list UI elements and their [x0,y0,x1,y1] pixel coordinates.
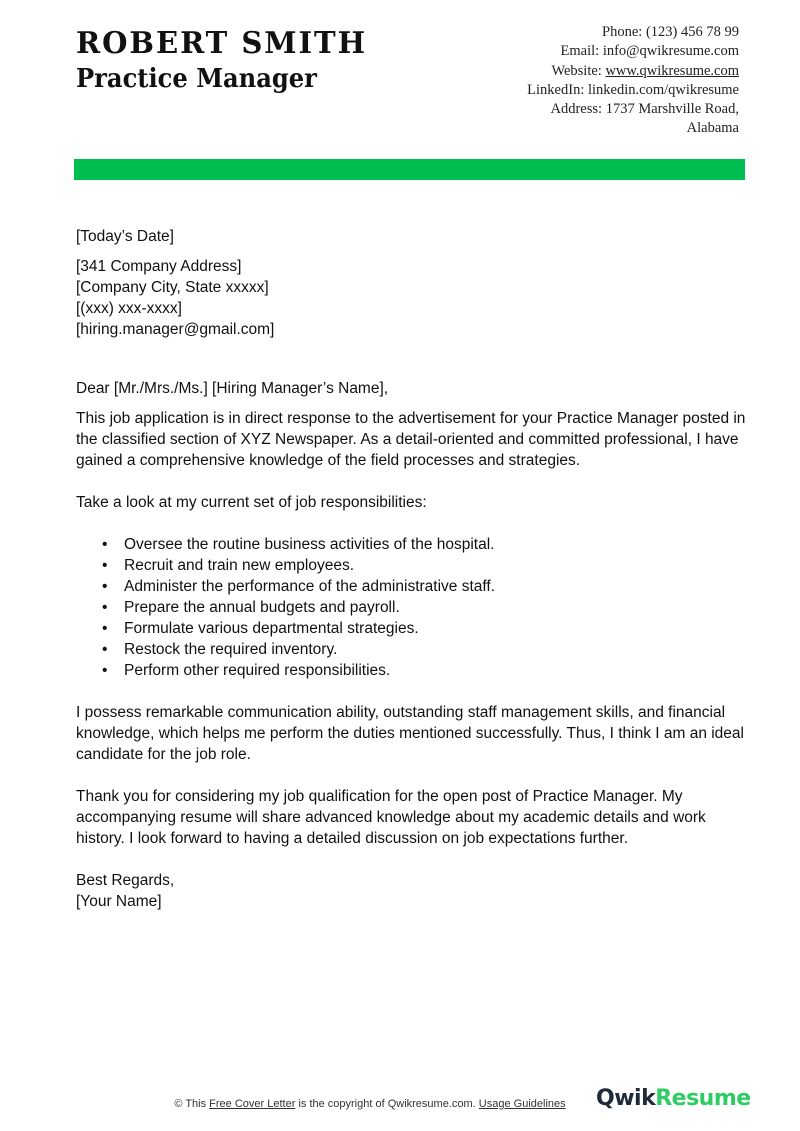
contact-website [527,62,739,81]
website-label: Website: [551,62,602,79]
usage-guidelines-link[interactable]: Usage Guidelines [478,1098,566,1110]
phone-value: (123) 456 78 99 [645,24,739,40]
logo-resume: Resume [655,1086,751,1111]
contact-linkedin [527,81,739,100]
recipient-email: [hiring.manager@gmail.com] [76,321,275,338]
list-item: • Restock the required inventory. [76,639,756,660]
letter-date: [Today’s Date] [76,228,174,245]
email-label: Email: [560,43,600,60]
closing-phrase: Best Regards, [76,872,175,889]
website-link[interactable]: www.qwikresume.com [605,62,739,79]
candidate-name: ROBERT SMITH [76,26,368,61]
paragraph-closing: Thank you for considering my job qualification for the open post of Practice Manager. My accompanying resume will share advanced knowledge about my academic details and work history. I look forward to having a detailed discussion on job expectations further. [76,788,706,847]
candidate-title: Practice Manager [76,64,317,94]
list-item: • Recruit and train new employees. [76,555,756,576]
linkedin-value: linkedin.com/qwikresume [587,81,739,98]
recipient-address: [341 Company Address] [76,258,242,275]
contact-address-line2: Alabama [686,120,739,137]
linkedin-label: LinkedIn: [527,81,585,98]
list-item: • Perform other required responsibilities. [76,660,756,681]
salutation: Dear [Mr./Mrs./Ms.] [Hiring Manager’s Name], [76,380,389,397]
free-cover-letter-link[interactable]: Free Cover Letter [209,1098,296,1110]
address-line1: 1737 Marshville Road, [605,101,739,118]
responsibilities-list [76,534,756,681]
recipient-city-state: [Company City, State xxxxx] [76,279,269,296]
paragraph-skills: I possess remarkable communication ability, outstanding staff management skills, and financial knowledge, which helps me perform the duties mentioned successfully. Thus, I think I am an ideal candidate for the job role. [76,704,744,763]
contact-address [527,100,739,119]
email-value: info@qwikresume.com [602,43,739,60]
logo-qwik: Qwik [596,1086,656,1111]
accent-divider-bar [74,159,745,180]
contact-phone [527,23,739,42]
footer-prefix: © This [174,1098,207,1110]
signature: [Your Name] [76,893,162,910]
paragraph-intro: This job application is in direct response to the advertisement for your Practice Manager posted in the classified section of XYZ Newspaper. As a detail-oriented and committed professional, I have gained a comprehensive knowledge of the field processes and strategies. [76,410,746,469]
address-label: Address: [550,101,603,118]
list-item: • Oversee the routine business activities of the hospital. [76,534,756,555]
letter-body [76,226,756,912]
list-item: • Administer the performance of the administrative staff. [76,576,756,597]
contact-email [527,42,739,61]
contact-block [527,23,739,139]
qwikresume-logo [596,1086,751,1111]
list-item: • Prepare the annual budgets and payroll. [76,597,756,618]
list-item: • Formulate various departmental strategies. [76,618,756,639]
phone-label: Phone: [602,24,643,40]
responsibilities-intro: Take a look at my current set of job responsibilities: [76,494,427,511]
footer-middle: is the copyright of Qwikresume.com. [298,1098,476,1110]
recipient-phone: [(xxx) xxx-xxxx] [76,300,182,317]
